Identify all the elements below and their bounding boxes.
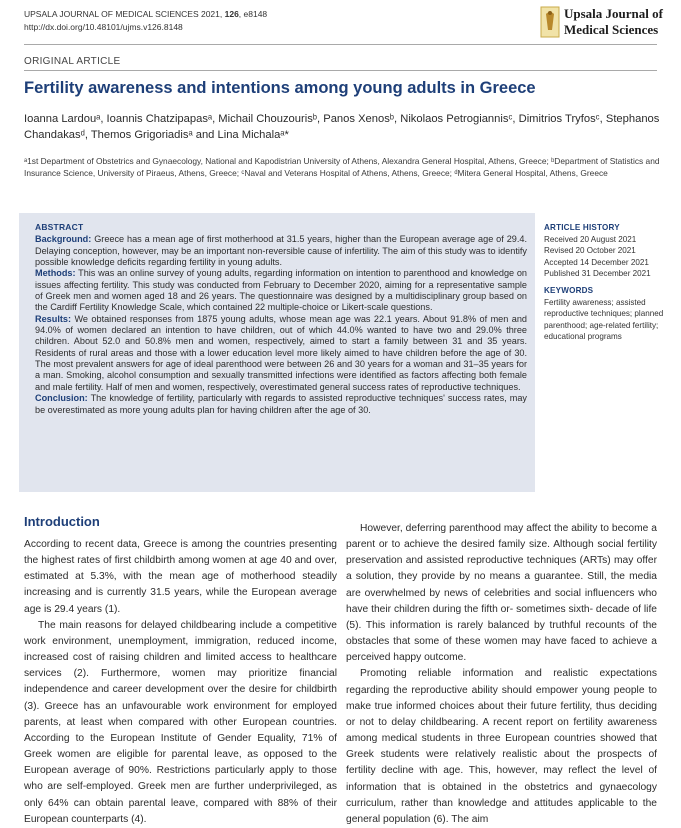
body-column-right <box>346 521 657 828</box>
keywords-heading: KEYWORDS <box>544 286 594 296</box>
body-column-left <box>24 537 337 828</box>
logo-line-1: Upsala Journal of <box>564 6 663 21</box>
abstract-conclusion <box>35 393 527 416</box>
background-label: Background: <box>35 234 92 245</box>
methods-label: Methods: <box>35 268 76 279</box>
affiliations: ᵃ1st Department of Obstetrics and Gynaecology, National and Kapodistrian University of Athens, Alexandra General Hospital, Athens, Greece; ᵇDepartment of Statistics and Insurance Science, University of Piraeus, Athens, Greece; ᶜNaval and Veterans Hospital of Athens, Athens, Greece; ᵈMitera General Hospital, Athens, Greece <box>24 156 660 178</box>
author-list: Ioanna Lardouᵃ, Ioannis Chatzipapasᵃ, Michail Chouzourisᵇ, Panos Xenosᵇ, Nikolaos Petrogiannisᶜ, Dimitrios Tryfosᶜ, Stephanos Chandakasᵈ, Themos Grigoriadisᵃ and Lina Michalaᵃ* <box>24 113 660 141</box>
logo-line-2: Medical Sciences <box>564 22 659 37</box>
header-rule <box>24 44 657 45</box>
abstract <box>35 222 527 416</box>
history-revised: Revised 20 October 2021 <box>544 246 636 256</box>
abstract-results <box>35 314 527 393</box>
article-type: ORIGINAL ARTICLE <box>24 56 121 67</box>
journal-logo <box>540 4 670 42</box>
doi-link[interactable]: http://dx.doi.org/10.48101/ujms.v126.8148 <box>24 21 183 32</box>
abstract-background <box>35 234 527 268</box>
intro-paragraph-1: According to recent data, Greece is among the countries presenting the highest rates of first childbirth among women at age 40 and over, estimated at 5.3%, with the mean age of motherhood steadily increasing and is currently 31.5 years, while the European average age is 29.4 years (1). <box>24 539 337 615</box>
introduction-heading: Introduction <box>24 514 100 529</box>
journal-line: UPSALA JOURNAL OF MEDICAL SCIENCES 2021, <box>24 9 225 19</box>
keywords-list: Fertility awareness; assisted reproductive techniques; planned parenthood; age-related fertility; educational programs <box>544 298 664 341</box>
journal-citation <box>24 8 267 33</box>
intro-paragraph-4: Promoting reliable information and realistic expectations regarding the reproductive ability should empower young people to make true informed choices about their future fertility, thus deciding or not to delay childbearing. A recent report on fertility awareness among medical students in three European countries showed that Greek students were relatively realistic about the prospects of fertility decline with age. This, however, may reflect the level of information that is obtained in the obstetrics and gynaecology curriculum, rather than knowledge and attitudes applicable to the general population (6). The aim <box>346 668 657 825</box>
history-received: Received 20 August 2021 <box>544 235 637 245</box>
intro-paragraph-3: However, deferring parenthood may affect the ability to become a parent or to achieve the desired family size. Although social fertility preservation and assisted reproductive techniques (ARTs) may offer a solution, they provide by no means a guarantee. Still, the media are overwhelmed by news of celebrities and social influencers who have their children during the fifth or- sometimes sixth- decade of life (5). This information is rarely balanced by truthful recounts of the obstacles that some of these women may have faced to achieve a perceived happy outcome. <box>346 523 657 664</box>
article-sidebar <box>544 222 669 342</box>
history-published: Published 31 December 2021 <box>544 268 651 278</box>
article-title: Fertility awareness and intentions among young adults in Greece <box>24 79 536 97</box>
abstract-heading: ABSTRACT <box>35 222 84 232</box>
article-number: , e8148 <box>238 9 268 19</box>
title-rule <box>24 70 657 71</box>
journal-emblem-icon <box>540 6 560 38</box>
journal-volume: 126 <box>224 9 239 19</box>
background-text: Greece has a mean age of first motherhood at 31.5 years, higher than the European average age of 29.4. Delaying conception, however, may be an important non-reversible cause of infertility. The aim of this study was to identify possible knowledge deficits regarding fertility in young adults. <box>35 234 527 268</box>
history-accepted: Accepted 14 December 2021 <box>544 257 649 267</box>
conclusion-label: Conclusion: <box>35 393 88 404</box>
results-text: We obtained responses from 1875 young adults, whose mean age was 22.1 years. About 91.8% of men and 94.0% of women declared an intention to have children, out of which 44.0% wanted to have two and 29.0% three children. About 52.0 and 50.8% men and women, respectively, aimed to start a family between 31 and 35 years. Residents of rural areas and those with a lower education level more likely aimed to have children before the age of 30. The most prevalent answers for age of ideal parenthood were between 26 and 30 years for a woman and 31–35 years for a man. Smoking, alcohol consumption and sexually transmitted infections were identified as factors affecting both female and male fertility. Half of men and women, respectively, overestimated general success rates of reproductive techniques. <box>35 313 527 392</box>
methods-text: This was an online survey of young adults, regarding information on intention to parenthood and knowledge on issues affecting fertility. This study was conducted from February to December 2020, aiming for a representative sample of Greek men and women aged 18 and 26 years. The questionnaire was designed by a multidisciplinary group based on the Cardiff Fertility Knowledge Scale, which contained 22 multiple-choice or Likert-scale questions. <box>35 268 527 313</box>
abstract-methods <box>35 268 527 313</box>
conclusion-text: The knowledge of fertility, particularly with regards to assisted reproductive techniques' success rates, may be overestimated as more young adults plan for having children after the age of 30. <box>35 393 527 415</box>
intro-paragraph-2: The main reasons for delayed childbearing include a competitive work environment, unemployment, immigration, reduced income, increased cost of raising children and limited access to healthcare services (2). Furthermore, women may prioritize financial independence and career development over the desire for childbirth (3). Greece has an unfavourable work environment for employed parents, at least when compared with other European countries. According to the European Institute of Gender Equality, 71% of Greek women are eligible for parental leave, as opposed to the European average of 90%. Restrictions particularly apply to those who are self-employed. Greek men are further underprivileged, as only 64% can obtain parental leave, compared with 88% of their European counterparts (4). <box>24 619 337 825</box>
history-heading: ARTICLE HISTORY <box>544 223 620 232</box>
results-label: Results: <box>35 313 72 324</box>
